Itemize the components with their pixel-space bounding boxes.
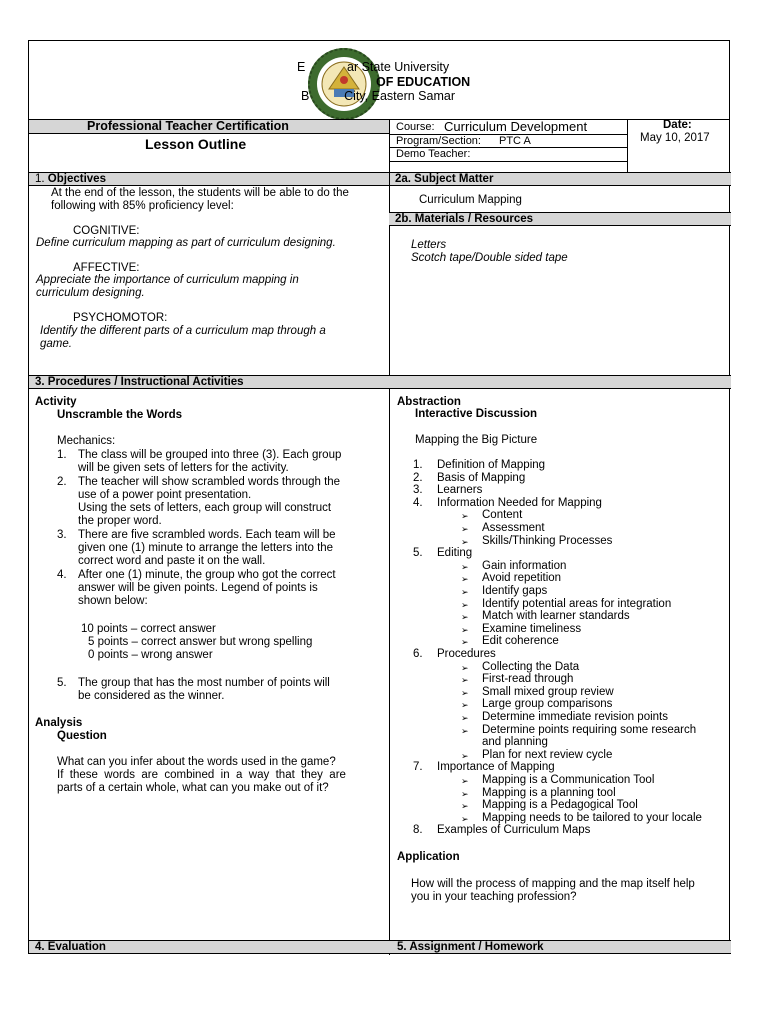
- big-picture-label: Mapping the Big Picture: [415, 434, 538, 446]
- arrowhead-bullet-icon: ➢: [461, 750, 469, 761]
- procedures-heading: 3. Procedures / Instructional Activities: [35, 376, 244, 388]
- application-heading: Application: [397, 851, 460, 863]
- activity-step-number: 4.: [57, 569, 67, 581]
- abstraction-sub-item: Assessment: [482, 522, 545, 534]
- date-label: Date:: [663, 119, 692, 131]
- arrowhead-bullet-icon: ➢: [461, 662, 469, 673]
- step-5-line-1: The group that has the most number of points will: [78, 677, 330, 689]
- abstraction-sub-item: Large group comparisons: [482, 698, 613, 711]
- arrowhead-bullet-icon: ➢: [461, 587, 469, 597]
- activity-step-number: 3.: [57, 529, 67, 541]
- analysis-question-3: parts of a certain whole, what can you make out of it?: [57, 782, 329, 794]
- activity-step-line: The teacher will show scrambled words through the: [78, 476, 341, 488]
- abstraction-item-number: 2.: [413, 471, 423, 484]
- objectives-band: [29, 172, 731, 186]
- arrowhead-bullet-icon: ➢: [461, 511, 469, 522]
- arrowhead-bullet-icon: ➢: [461, 599, 469, 610]
- abstraction-sub-item: Match with learner standards: [482, 610, 630, 623]
- evaluation-heading: 4. Evaluation: [35, 941, 106, 953]
- university-name: E ar State University: [297, 60, 450, 74]
- abstraction-sub-item: Plan for next review cycle: [482, 748, 613, 761]
- arrowhead-bullet-icon: ➢: [461, 574, 469, 585]
- abstraction-sub-item: Identify gaps: [482, 585, 548, 597]
- points-legend-3: 0 points – wrong answer: [88, 649, 213, 661]
- abstraction-heading: Abstraction: [397, 396, 461, 408]
- arrowhead-bullet-icon: ➢: [461, 612, 469, 623]
- arrowhead-bullet-icon: ➢: [461, 713, 469, 723]
- arrowhead-bullet-icon: ➢: [461, 524, 469, 534]
- lesson-outline-title: Lesson Outline: [145, 136, 247, 152]
- abstraction-sub-item: Collecting the Data: [482, 660, 580, 673]
- abstraction-sub-item: Mapping needs to be tailored to your locale: [482, 811, 702, 824]
- activity-step-line: answer will be given points. Legend of points is: [78, 582, 318, 594]
- activity-subheading: Unscramble the Words: [57, 409, 183, 421]
- arrowhead-bullet-icon: ➢: [461, 700, 469, 711]
- affective-text-2: curriculum designing.: [36, 287, 145, 299]
- activity-heading: Activity: [35, 396, 77, 408]
- abstraction-item-number: 1.: [413, 459, 423, 471]
- lesson-plan-page: [28, 40, 730, 954]
- arrowhead-bullet-icon: ➢: [461, 813, 469, 824]
- mechanics-label: Mechanics:: [57, 435, 116, 447]
- analysis-question-1: What can you infer about the words used in the game?: [57, 756, 336, 768]
- activity-step-line: will be given sets of letters for the activity.: [78, 462, 289, 474]
- arrowhead-bullet-icon: ➢: [461, 536, 469, 547]
- activity-step-line: shown below:: [78, 595, 148, 607]
- affective-label: AFFECTIVE:: [73, 262, 140, 274]
- arrowhead-bullet-icon: ➢: [461, 801, 469, 812]
- program-label: Program/Section:: [396, 135, 481, 147]
- course-value: Curriculum Development: [444, 119, 588, 134]
- arrowhead-bullet-icon: ➢: [461, 675, 469, 686]
- abstraction-item-label: Basis of Mapping: [437, 471, 526, 484]
- step-5-number: 5.: [57, 677, 67, 689]
- arrowhead-bullet-icon: ➢: [461, 637, 469, 648]
- subject-matter-value: Curriculum Mapping: [419, 194, 522, 206]
- activity-step-line: Using the sets of letters, each group will construct: [78, 502, 332, 514]
- cognitive-text: Define curriculum mapping as part of curriculum designing.: [36, 237, 336, 249]
- abstraction-item-label: Information Needed for Mapping: [437, 496, 602, 509]
- psychomotor-text-2: game.: [40, 338, 72, 350]
- affective-text-1: Appreciate the importance of curriculum mapping in: [36, 274, 299, 286]
- activity-step-line: The class will be grouped into three (3). Each group: [78, 449, 342, 461]
- points-legend-2: 5 points – correct answer but wrong spelling: [88, 636, 313, 648]
- psychomotor-text-1: Identify the different parts of a curriculum map through a: [40, 325, 326, 337]
- abstraction-item-label: Importance of Mapping: [437, 761, 555, 774]
- assignment-heading: 5. Assignment / Homework: [397, 941, 544, 953]
- abstraction-item-label: Editing: [437, 547, 473, 560]
- abstraction-sub-item: Examine timeliness: [482, 622, 582, 635]
- abstraction-sub-item: Mapping is a Pedagogical Tool: [482, 799, 638, 812]
- arrowhead-bullet-icon: ➢: [461, 776, 469, 786]
- application-question-1: How will the process of mapping and the map itself help: [411, 878, 695, 890]
- abstraction-sub-item: Mapping is a Communication Tool: [482, 774, 655, 786]
- abstraction-subheading: Interactive Discussion: [415, 408, 538, 420]
- abstraction-item-number: 5.: [413, 547, 423, 560]
- abstraction-sub-item: Determine points requiring some research: [482, 723, 697, 736]
- application-question-2: you in your teaching profession?: [411, 891, 577, 903]
- abstraction-item-number: 6.: [413, 648, 423, 660]
- activity-step-line: After one (1) minute, the group who got the correct: [78, 569, 336, 581]
- abstraction-sub-item: Content: [482, 509, 523, 522]
- abstraction-sub-item: Determine immediate revision points: [482, 711, 668, 723]
- date-value: May 10, 2017: [640, 132, 710, 144]
- analysis-question-2: If these words are combined in a way that they are: [57, 769, 346, 781]
- activity-step-line: the proper word.: [78, 515, 162, 527]
- arrowhead-bullet-icon: ➢: [461, 788, 469, 799]
- objectives-heading: 1. Objectives: [35, 173, 106, 185]
- abstraction-item-label: Definition of Mapping: [437, 459, 546, 471]
- abstraction-sub-item: Identify potential areas for integration: [482, 597, 672, 610]
- abstraction-item-number: 8.: [413, 824, 423, 837]
- abstraction-sub-item: Mapping is a planning tool: [482, 786, 616, 799]
- activity-step-line: correct word and paste it on the wall.: [78, 555, 266, 567]
- objectives-intro-2: following with 85% proficiency level:: [51, 200, 234, 212]
- abstraction-sub-item: Gain information: [482, 559, 567, 572]
- abstraction-sub-item: Skills/Thinking Processes: [482, 534, 613, 547]
- university-address: B City, Eastern Samar: [301, 89, 455, 103]
- objectives-intro-1: At the end of the lesson, the students will be able to do the: [51, 187, 349, 199]
- certification-title: Professional Teacher Certification: [87, 119, 289, 133]
- abstraction-sub-item: Small mixed group review: [482, 685, 614, 698]
- subject-matter-heading: 2a. Subject Matter: [395, 173, 494, 185]
- abstraction-sub-item: First-read through: [482, 673, 574, 686]
- activity-step-number: 1.: [57, 449, 67, 461]
- program-value: PTC A: [499, 135, 531, 147]
- abstraction-item-label: Learners: [437, 484, 483, 497]
- materials-item-2: Scotch tape/Double sided tape: [411, 252, 568, 264]
- arrowhead-bullet-icon: ➢: [461, 687, 469, 698]
- analysis-heading: Analysis: [35, 717, 83, 729]
- university-seal-logo: [307, 47, 381, 121]
- activity-step-line: given one (1) minute to arrange the letters into the: [78, 542, 334, 554]
- abstraction-sub-item: Avoid repetition: [482, 572, 562, 585]
- points-legend-1: 10 points – correct answer: [81, 623, 216, 635]
- course-label: Course:: [396, 121, 435, 133]
- abstraction-item-label: Procedures: [437, 648, 496, 660]
- abstraction-sub-item: Edit coherence: [482, 635, 559, 648]
- materials-item-1: Letters: [411, 239, 447, 251]
- materials-heading: 2b. Materials / Resources: [395, 213, 534, 225]
- university-seal-icon: [307, 47, 381, 121]
- cognitive-label: COGNITIVE:: [73, 225, 140, 237]
- demo-teacher-label: Demo Teacher:: [396, 148, 471, 160]
- evaluation-band: [29, 940, 731, 954]
- arrowhead-bullet-icon: ➢: [461, 561, 469, 572]
- activity-step-number: 2.: [57, 476, 67, 488]
- analysis-subheading: Question: [57, 730, 107, 742]
- psychomotor-label: PSYCHOMOTOR:: [73, 312, 168, 324]
- abstraction-sub-item: and planning: [482, 736, 548, 749]
- abstraction-item-number: 4.: [413, 496, 423, 509]
- arrowhead-bullet-icon: ➢: [461, 624, 469, 635]
- abstraction-item-number: 3.: [413, 484, 423, 497]
- arrowhead-bullet-icon: ➢: [461, 725, 469, 736]
- activity-step-line: There are five scrambled words. Each team will be: [78, 529, 336, 541]
- step-5-line-2: be considered as the winner.: [78, 690, 225, 702]
- college-name: OF EDUCATION: [376, 75, 471, 89]
- activity-step-line: use of a power point presentation.: [78, 489, 252, 501]
- abstraction-item-number: 7.: [413, 761, 423, 774]
- abstraction-item-label: Examples of Curriculum Maps: [437, 824, 591, 837]
